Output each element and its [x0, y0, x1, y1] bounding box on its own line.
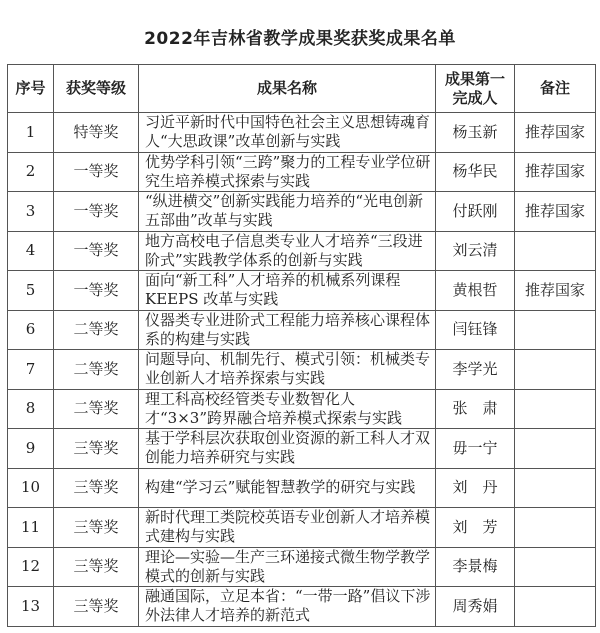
cell-no: 7	[8, 350, 54, 390]
table-row	[8, 389, 596, 429]
table-row	[8, 192, 596, 232]
cell-note	[515, 547, 596, 587]
cell-no: 4	[8, 231, 54, 271]
awards-table	[7, 64, 596, 627]
cell-no: 6	[8, 310, 54, 350]
cell-level: 三等奖	[54, 508, 139, 548]
cell-note: 推荐国家	[515, 113, 596, 153]
cell-note: 推荐国家	[515, 152, 596, 192]
table-row	[8, 468, 596, 508]
table-row	[8, 310, 596, 350]
table-header-row	[8, 65, 596, 113]
cell-note	[515, 429, 596, 469]
cell-no: 9	[8, 429, 54, 469]
cell-no: 13	[8, 587, 54, 627]
cell-note	[515, 508, 596, 548]
cell-name: 理工科高校经管类专业数智化人才“3×3”跨界融合培养模式探索与实践	[139, 389, 436, 429]
cell-note	[515, 231, 596, 271]
cell-person: 付跃刚	[436, 192, 515, 232]
cell-person: 黄根哲	[436, 271, 515, 311]
cell-note	[515, 350, 596, 390]
cell-level: 一等奖	[54, 152, 139, 192]
cell-person: 刘云清	[436, 231, 515, 271]
document-title: 2022年吉林省教学成果奖获奖成果名单	[144, 29, 456, 49]
header-name: 成果名称	[139, 65, 436, 113]
cell-name: 构建“学习云”赋能智慧教学的研究与实践	[139, 468, 436, 508]
cell-name: 问题导向、机制先行、模式引领：机械类专业创新人才培养探索与实践	[139, 350, 436, 390]
cell-name: 仪器类专业进阶式工程能力培养核心课程体系的构建与实践	[139, 310, 436, 350]
cell-level: 三等奖	[54, 547, 139, 587]
cell-note	[515, 389, 596, 429]
cell-person: 杨华民	[436, 152, 515, 192]
cell-name: 基于学科层次获取创业资源的新工科人才双创能力培养研究与实践	[139, 429, 436, 469]
table-row	[8, 231, 596, 271]
header-level: 获奖等级	[54, 65, 139, 113]
cell-note: 推荐国家	[515, 192, 596, 232]
cell-name: 地方高校电子信息类专业人才培养“三段进阶式”实践教学体系的创新与实践	[139, 231, 436, 271]
cell-person: 李学光	[436, 350, 515, 390]
cell-level: 一等奖	[54, 231, 139, 271]
cell-name: 优势学科引领“三跨”聚力的工程专业学位研究生培养模式探索与实践	[139, 152, 436, 192]
cell-level: 三等奖	[54, 587, 139, 627]
cell-person: 刘 芳	[436, 508, 515, 548]
cell-name: 面向“新工科”人才培养的机械系列课程KEEPS 改革与实践	[139, 271, 436, 311]
cell-name: 理论—实验—生产三环递接式微生物学教学模式的创新与实践	[139, 547, 436, 587]
cell-person: 刘 丹	[436, 468, 515, 508]
cell-level: 二等奖	[54, 350, 139, 390]
cell-level: 特等奖	[54, 113, 139, 153]
cell-person: 杨玉新	[436, 113, 515, 153]
header-no: 序号	[8, 65, 54, 113]
cell-no: 2	[8, 152, 54, 192]
cell-name: 新时代理工类院校英语专业创新人才培养模式建构与实践	[139, 508, 436, 548]
table-row	[8, 152, 596, 192]
cell-no: 5	[8, 271, 54, 311]
cell-no: 8	[8, 389, 54, 429]
cell-person: 张 肃	[436, 389, 515, 429]
cell-no: 1	[8, 113, 54, 153]
table-row	[8, 350, 596, 390]
cell-no: 12	[8, 547, 54, 587]
cell-note	[515, 310, 596, 350]
cell-level: 一等奖	[54, 271, 139, 311]
cell-no: 10	[8, 468, 54, 508]
table-row	[8, 113, 596, 153]
cell-level: 一等奖	[54, 192, 139, 232]
cell-person: 李景梅	[436, 547, 515, 587]
cell-person: 闫钰锋	[436, 310, 515, 350]
cell-name: “纵进横交”创新实践能力培养的“光电创新五部曲”改革与实践	[139, 192, 436, 232]
cell-name: 融通国际，立足本省：“一带一路”倡议下涉外法律人才培养的新范式	[139, 587, 436, 627]
table-row	[8, 547, 596, 587]
cell-person: 毋一宁	[436, 429, 515, 469]
cell-level: 二等奖	[54, 389, 139, 429]
cell-no: 11	[8, 508, 54, 548]
cell-level: 三等奖	[54, 429, 139, 469]
table-row	[8, 587, 596, 627]
cell-note	[515, 468, 596, 508]
table-row	[8, 429, 596, 469]
cell-no: 3	[8, 192, 54, 232]
cell-level: 三等奖	[54, 468, 139, 508]
table-row	[8, 271, 596, 311]
cell-person: 周秀娟	[436, 587, 515, 627]
cell-note: 推荐国家	[515, 271, 596, 311]
header-note: 备注	[515, 65, 596, 113]
cell-level: 二等奖	[54, 310, 139, 350]
table-row	[8, 508, 596, 548]
cell-note	[515, 587, 596, 627]
header-person: 成果第一完成人	[436, 65, 515, 113]
cell-name: 习近平新时代中国特色社会主义思想铸魂育人“大思政课”改革创新与实践	[139, 113, 436, 153]
